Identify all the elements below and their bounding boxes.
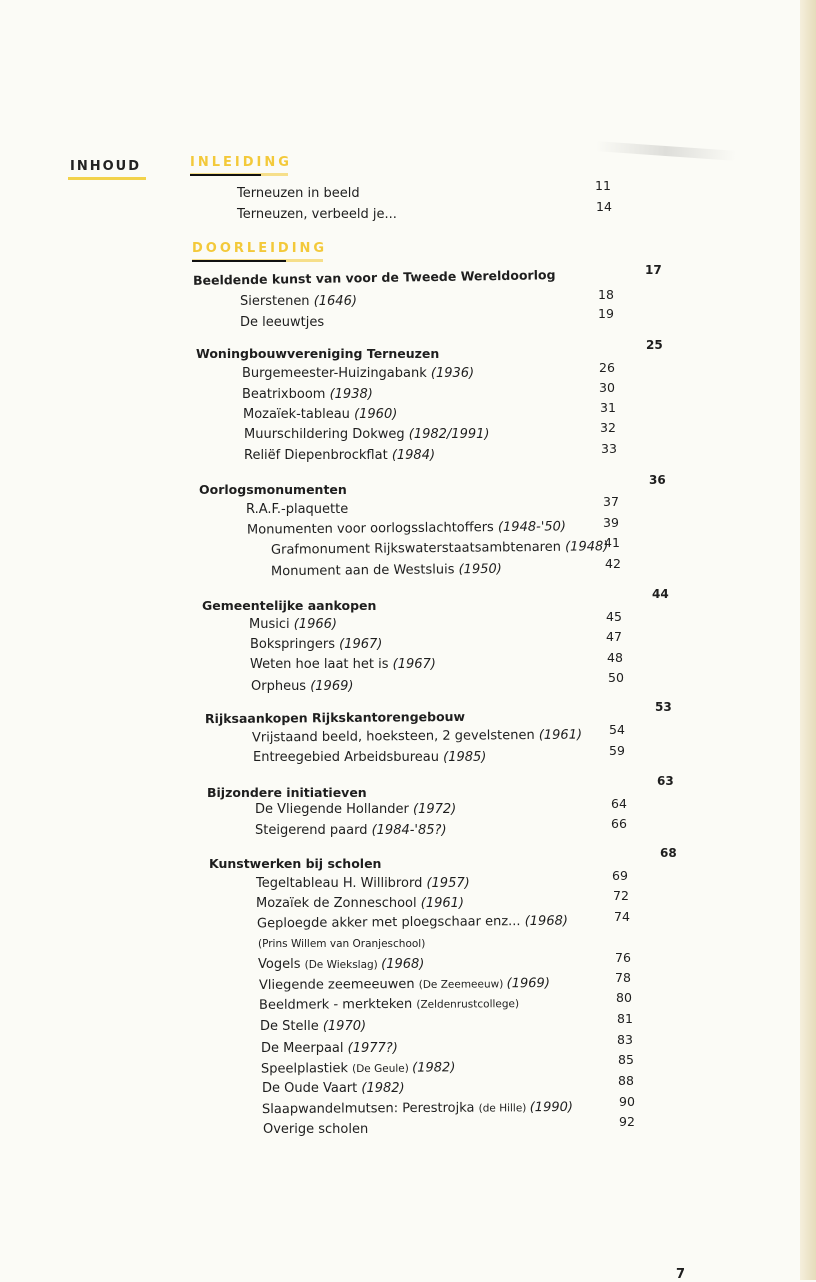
section-heading-inleiding: INLEIDING: [190, 155, 292, 170]
toc-page-number: 80: [616, 990, 632, 1005]
entry-title: Reliëf Diepenbrockflat: [244, 448, 392, 463]
toc-entry: [256, 876, 470, 891]
toc-title-underline: [68, 177, 146, 180]
toc-entry: [262, 1081, 405, 1096]
toc-entry: [260, 1019, 366, 1034]
entry-title: Mozaïek-tableau: [243, 407, 355, 422]
toc-page-number: 37: [603, 494, 619, 509]
toc-entry: [240, 294, 357, 309]
entry-year: (1938): [329, 387, 373, 402]
toc-group-page-number: 17: [645, 263, 662, 277]
toc-page-number: 31: [600, 400, 616, 415]
toc-entry: [256, 896, 464, 911]
entry-year: (1984): [391, 448, 436, 463]
entry-year: (1969): [310, 679, 354, 694]
toc-group-heading: Kunstwerken bij scholen: [209, 856, 382, 871]
page-number: 7: [676, 1267, 686, 1282]
toc-page-number: 19: [598, 306, 614, 321]
toc-page-number: 45: [606, 609, 622, 624]
entry-year: (1982/1991): [408, 427, 490, 442]
entry-year: (1985): [443, 750, 487, 765]
toc-group-page-number: 44: [652, 587, 669, 601]
toc-entry-subline: (Prins Willem van Oranjeschool): [258, 938, 426, 950]
entry-title: Muurschildering Dokweg: [244, 427, 409, 442]
section-underline-inleiding: [190, 173, 288, 176]
toc-entry: [250, 637, 382, 652]
entry-year: (1984-'85?): [371, 823, 447, 838]
toc-group-page-number: 68: [660, 846, 677, 860]
toc-page-number: 30: [599, 380, 615, 395]
entry-year: (1968): [524, 913, 568, 930]
entry-year: (1948-'50): [497, 519, 567, 536]
entry-title: Grafmonument Rijkswaterstaatsambtenaren: [270, 539, 566, 558]
toc-group-heading: Woningbouwvereniging Terneuzen: [196, 346, 440, 361]
toc-entry: [271, 562, 502, 579]
toc-page-number: 74: [614, 909, 630, 924]
toc-group-heading: Rijksaankopen Rijkskantorengebouw: [204, 708, 466, 727]
toc-entry: [253, 750, 486, 765]
toc-entry: [259, 996, 519, 1013]
entry-title: Musici: [249, 617, 294, 632]
toc-entry: De leeuwtjes: [240, 315, 325, 330]
entry-title: Beeldmerk - merkteken: [258, 996, 417, 1013]
toc-page-number: 66: [611, 816, 627, 831]
toc-entry: Overige scholen: [263, 1122, 369, 1137]
entry-title: De Oude Vaart: [262, 1081, 362, 1096]
entry-title: Mozaïek de Zonneschool: [256, 896, 421, 911]
entry-year: (1990): [529, 1099, 574, 1116]
entry-year: (1961): [420, 896, 464, 911]
entry-year: (1977?): [347, 1041, 398, 1056]
entry-title: Steigerend paard: [255, 823, 372, 838]
entry-title: De Meerpaal: [261, 1041, 348, 1056]
section-underline-doorleiding: [192, 259, 323, 262]
toc-page-number: 69: [612, 868, 628, 883]
entry-year: (1967): [339, 637, 383, 652]
entry-title: Orpheus: [251, 679, 311, 694]
scan-smudge: [596, 141, 736, 161]
toc-page-number: 76: [615, 950, 631, 965]
toc-page-number: 88: [618, 1073, 634, 1088]
section-heading-doorleiding: DOORLEIDING: [192, 241, 328, 256]
entry-year: (1966): [293, 617, 337, 632]
entry-title: Monument aan de Westsluis: [270, 562, 459, 580]
toc-page-number: 33: [601, 441, 617, 456]
entry-school: (De Geule): [352, 1062, 413, 1076]
entry-title: Vogels: [258, 957, 305, 972]
toc-entry: [243, 407, 397, 422]
toc-page-number: 81: [617, 1011, 633, 1026]
entry-title: Bokspringers: [250, 637, 340, 652]
entry-school: (De Zeemeeuw): [418, 978, 507, 991]
toc-group-heading: Beeldende kunst van voor de Tweede Wereldoorlog: [192, 267, 556, 288]
toc-group-heading: Oorlogsmonumenten: [199, 482, 347, 497]
entry-title: Vliegende zeemeeuwen: [258, 976, 419, 994]
entry-title: Monumenten voor oorlogsslachtoffers: [246, 520, 499, 538]
entry-title: De Vliegende Hollander: [255, 802, 414, 817]
entry-title: De Stelle: [260, 1019, 323, 1034]
toc-page-number: 72: [613, 888, 629, 903]
toc-entry: [255, 802, 456, 817]
entry-year: (1969): [506, 975, 550, 992]
toc-page-number: 64: [611, 796, 627, 811]
entry-year: (1948): [564, 539, 609, 555]
toc-entry: [259, 976, 550, 993]
toc-group-page-number: 25: [646, 338, 663, 352]
entry-year: (1936): [430, 366, 475, 381]
entry-school: (de Hille): [478, 1102, 530, 1115]
toc-group-heading: Bijzondere initiatieven: [207, 785, 367, 800]
toc-entry: [252, 728, 582, 746]
toc-page-number: 92: [619, 1114, 635, 1129]
toc-page-number: 41: [604, 535, 620, 550]
toc-page-number: 11: [595, 178, 611, 193]
entry-title: Tegeltableau H. Willibrord: [256, 876, 427, 891]
toc-entry: [257, 914, 568, 932]
entry-school: (Zeldenrustcollege): [416, 998, 520, 1011]
entry-year: (1961): [538, 727, 583, 743]
toc-title: INHOUD: [70, 159, 141, 174]
entry-school: (De Wiekslag): [304, 959, 382, 971]
entry-title: Vrijstaand beeld, hoeksteen, 2 gevelstenen: [251, 727, 539, 746]
toc-page-number: 83: [617, 1032, 633, 1047]
toc-entry: [244, 448, 435, 463]
entry-year: (1970): [322, 1019, 367, 1034]
toc-page-number: 59: [609, 743, 625, 758]
toc-entry: R.A.F.-plaquette: [246, 502, 349, 517]
entry-year: (1982): [412, 1060, 456, 1076]
toc-entry: [250, 657, 436, 672]
toc-page-number: 78: [615, 970, 631, 985]
entry-year: (1982): [361, 1081, 405, 1096]
toc-page-number: 32: [600, 420, 616, 435]
entry-title: Geploegde akker met ploegschaar enz...: [256, 914, 525, 932]
entry-title: Speelplastiek: [260, 1061, 353, 1077]
toc-entry: [261, 1060, 455, 1076]
toc-entry: [261, 1041, 398, 1056]
toc-page-number: 39: [603, 515, 619, 530]
entry-year: (1646): [313, 294, 357, 309]
toc-entry: [242, 387, 373, 402]
toc-page-number: 90: [619, 1094, 635, 1109]
toc-entry: [249, 617, 337, 632]
toc-page-number: 47: [606, 629, 622, 644]
toc-entry: [247, 519, 566, 537]
page-edge: [800, 0, 816, 1280]
entry-year: (1950): [458, 561, 502, 578]
toc-group-page-number: 36: [649, 473, 666, 487]
toc-entry: [258, 957, 424, 972]
entry-title: Beatrixboom: [242, 387, 330, 402]
toc-page-number: 26: [599, 360, 615, 375]
toc-page-number: 14: [596, 199, 612, 214]
toc-entry: [244, 427, 489, 442]
toc-entry: [251, 679, 353, 694]
toc-group-page-number: 53: [655, 700, 672, 714]
toc-group-page-number: 63: [657, 774, 674, 788]
toc-page-number: 18: [598, 287, 614, 302]
entry-title: Sierstenen: [240, 294, 314, 309]
toc-page-number: 85: [618, 1052, 634, 1067]
entry-title: Entreegebied Arbeidsbureau: [253, 750, 444, 765]
toc-entry: Terneuzen, verbeeld je...: [237, 207, 397, 222]
entry-year: (1967): [392, 657, 436, 672]
entry-title: Slaapwandelmutsen: Perestrojka: [261, 1100, 479, 1118]
toc-page-number: 48: [607, 650, 623, 665]
toc-entry: [242, 366, 474, 381]
toc-entry: [255, 823, 447, 838]
entry-year: (1957): [426, 876, 470, 891]
entry-title: Weten hoe laat het is: [250, 657, 393, 672]
entry-title: Burgemeester-Huizingabank: [242, 366, 431, 381]
entry-year: (1960): [354, 407, 398, 422]
toc-entry: Terneuzen in beeld: [237, 186, 360, 201]
toc-page-number: 50: [608, 670, 624, 685]
entry-year: (1972): [413, 802, 457, 817]
toc-entry: [262, 1100, 573, 1117]
toc-page-number: 42: [605, 556, 621, 571]
toc-entry: [271, 539, 608, 558]
entry-year: (1968): [381, 957, 425, 972]
toc-group-heading: Gemeentelijke aankopen: [202, 598, 377, 613]
toc-page-number: 54: [609, 722, 625, 737]
